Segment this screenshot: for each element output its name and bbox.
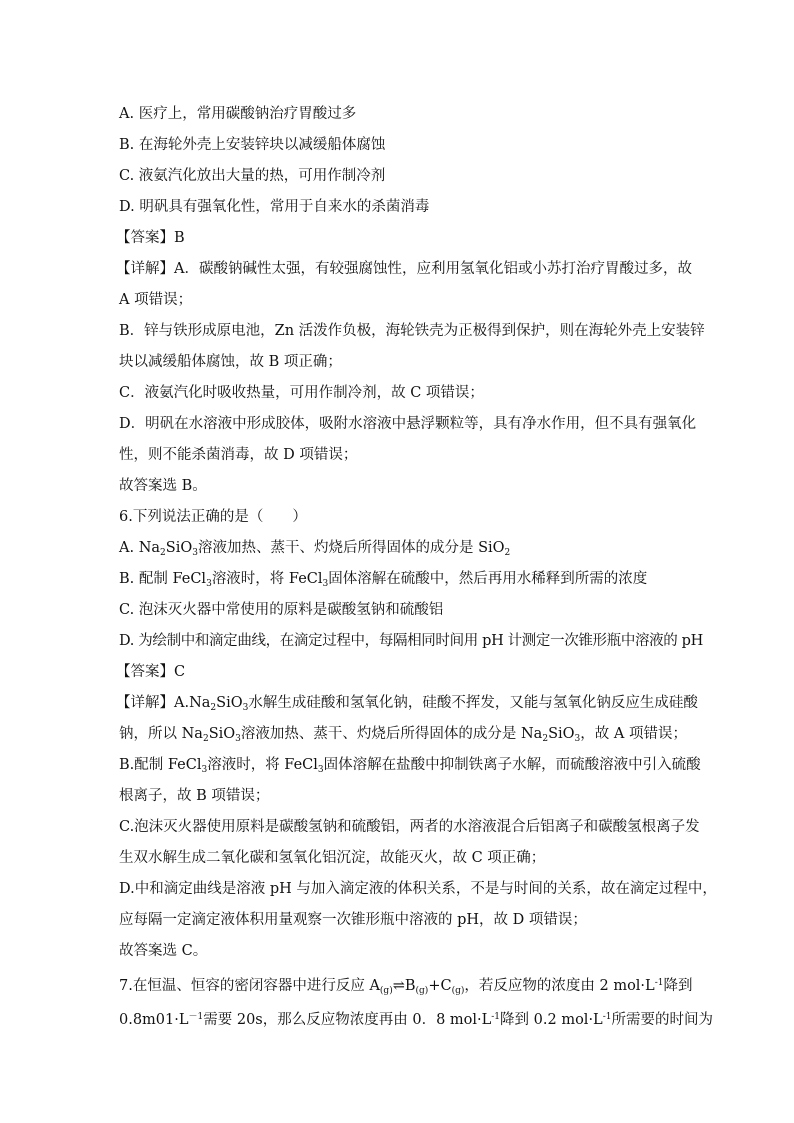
text: +C	[428, 978, 452, 994]
text: B. 配制 FeCl	[119, 571, 207, 587]
subscript: (g)	[379, 986, 393, 996]
q6-explain-b-line1	[119, 755, 701, 775]
q5-conclusion: 故答案选 B。	[119, 478, 207, 494]
text: 需要 20s，那么反应物浓度再由 0．8 mol·L	[203, 1012, 492, 1028]
q5-option-d: D. 明矾具有强氧化性，常用于自来水的杀菌消毒	[119, 199, 430, 215]
text: ，若反应物的浓度由 2 mol·L	[464, 978, 655, 994]
text: B.配制 FeCl	[119, 757, 202, 773]
text: A. Na	[119, 540, 161, 556]
text: SiO	[216, 695, 243, 711]
q6-option-d: D. 为绘制中和滴定曲线，在滴定过程中，每隔相同时间用 pH 计测定一次锥形瓶中溶液的 pH	[119, 633, 703, 649]
text: 降到 0.2 mol·L	[500, 1012, 603, 1028]
text: B	[404, 978, 416, 994]
text: 溶液时，将 FeCl	[211, 571, 323, 587]
q6-explain-a-line1	[116, 693, 698, 713]
text: SiO	[165, 540, 193, 556]
subscript: 2	[542, 734, 549, 744]
q6-answer	[116, 662, 676, 682]
text: 溶液时，将 FeCl	[207, 757, 318, 773]
text: 7.在恒温、恒容的密闭容器中进行反应 A	[119, 978, 380, 994]
q6-option-a	[119, 538, 679, 558]
q6-explain-a-line2	[119, 724, 687, 744]
subscript: 3	[242, 703, 249, 713]
q5-explain-a-line1	[116, 259, 692, 279]
q6-stem: 6.下列说法正确的是（ ）	[119, 509, 307, 525]
q5-explain-c: C．液氨汽化时吸收热量，可用作制冷剂，故 C 项错误；	[119, 385, 484, 401]
q7-stem-line2	[119, 1010, 713, 1030]
text: 降到	[663, 978, 693, 994]
text: 溶液加热、蒸干、灼烧后所得固体的成分是 Na	[240, 726, 543, 742]
q5-option-b: B. 在海轮外壳上安装锌块以减缓船体腐蚀	[119, 137, 386, 153]
text: 钠，所以 Na	[119, 726, 203, 742]
answer-label: 【答案】	[116, 664, 174, 680]
q6-explain-d-line1: D.中和滴定曲线是溶液 pH 与加入滴定液的体积关系，不是与时间的关系，故在滴定过程中，	[119, 881, 717, 897]
text: SiO	[208, 726, 236, 742]
q5-explain-b-line2: 块以减缓船体腐蚀，故 B 项正确；	[119, 354, 342, 370]
subscript: 3	[317, 765, 324, 775]
q5-explain-b-line1: B．锌与铁形成原电池，Zn 活泼作负极，海轮铁壳为正极得到保护，则在海轮外壳上安装锌	[119, 323, 705, 339]
text: 0.8m01·L	[119, 1012, 189, 1028]
text: SiO	[548, 726, 575, 742]
explain-label: 【详解】	[116, 261, 174, 277]
text: 所需要的时间为	[611, 1012, 713, 1028]
superscript: -1	[654, 978, 664, 988]
subscript: 3	[235, 734, 241, 744]
subscript: (g)	[415, 986, 429, 996]
explain-label: 【详解】	[116, 695, 174, 711]
superscript: -1	[602, 1012, 612, 1022]
explain-text: A．碳酸钠碱性太强，有较强腐蚀性，应利用氢氧化铝或小苏打治疗胃酸过多，故	[174, 261, 692, 277]
subscript: 2	[160, 548, 166, 558]
q6-explain-b-line2: 根离子，故 B 项错误；	[119, 788, 270, 804]
answer-label: 【答案】	[116, 230, 174, 246]
q5-explain-a-line2: A 项错误；	[119, 292, 193, 308]
subscript: 3	[206, 579, 212, 589]
q6-explain-c-line1: C.泡沫灭火器使用原料是碳酸氢钠和硫酸铝，两者的水溶液混合后铝离子和碳酸氢根离子发	[119, 819, 700, 835]
superscript: －1	[188, 1012, 204, 1022]
subscript: (g)	[451, 986, 465, 996]
q6-option-b	[119, 569, 679, 589]
text: 水解生成硅酸和氢氧化钠，硅酸不挥发，又能与氢氧化钠反应生成硅酸	[248, 695, 698, 711]
q5-option-a: A. 医疗上，常用碳酸钠治疗胃酸过多	[119, 106, 357, 122]
q5-option-c: C. 液氨汽化放出大量的热，可用作制冷剂	[119, 168, 386, 184]
subscript: 3	[322, 579, 329, 589]
q6-explain-d-line2: 应每隔一定滴定液体积用量观察一次锥形瓶中溶液的 pH，故 D 项错误；	[119, 912, 587, 928]
superscript: -1	[491, 1012, 501, 1022]
subscript: 2	[202, 734, 209, 744]
text: ，故 A 项错误；	[580, 726, 687, 742]
answer-value: B	[174, 230, 185, 246]
answer-value: C	[174, 664, 186, 680]
subscript: 3	[201, 765, 208, 775]
subscript: 3	[574, 734, 581, 744]
q6-conclusion: 故答案选 C。	[119, 943, 208, 959]
q5-explain-d-line2: 性，则不能杀菌消毒，故 D 项错误；	[119, 447, 358, 463]
reversible-arrow: ⇌	[392, 978, 405, 994]
text: 固体溶解在盐酸中抑制铁离子水解，而硫酸溶液中引入硫酸	[323, 757, 701, 773]
subscript: 2	[210, 703, 217, 713]
subscript: 2	[504, 548, 511, 558]
subscript: 3	[192, 548, 198, 558]
q7-stem-line1	[119, 976, 693, 996]
text: A.Na	[174, 695, 211, 711]
text: 固体溶解在硫酸中，然后再用水稀释到所需的浓度	[328, 571, 648, 587]
q5-explain-d-line1: D．明矾在水溶液中形成胶体，吸附水溶液中悬浮颗粒等，具有净水作用，但不具有强氧化	[119, 416, 697, 432]
q6-explain-c-line2: 生双水解生成二氧化碳和氢氧化铝沉淀，故能灭火，故 C 项正确；	[119, 850, 546, 866]
q6-option-c: C. 泡沫灭火器中常使用的原料是碳酸氢钠和硫酸铝	[119, 602, 444, 618]
q5-answer	[116, 228, 676, 248]
text: 溶液加热、蒸干、灼烧后所得固体的成分是 SiO	[197, 540, 505, 556]
